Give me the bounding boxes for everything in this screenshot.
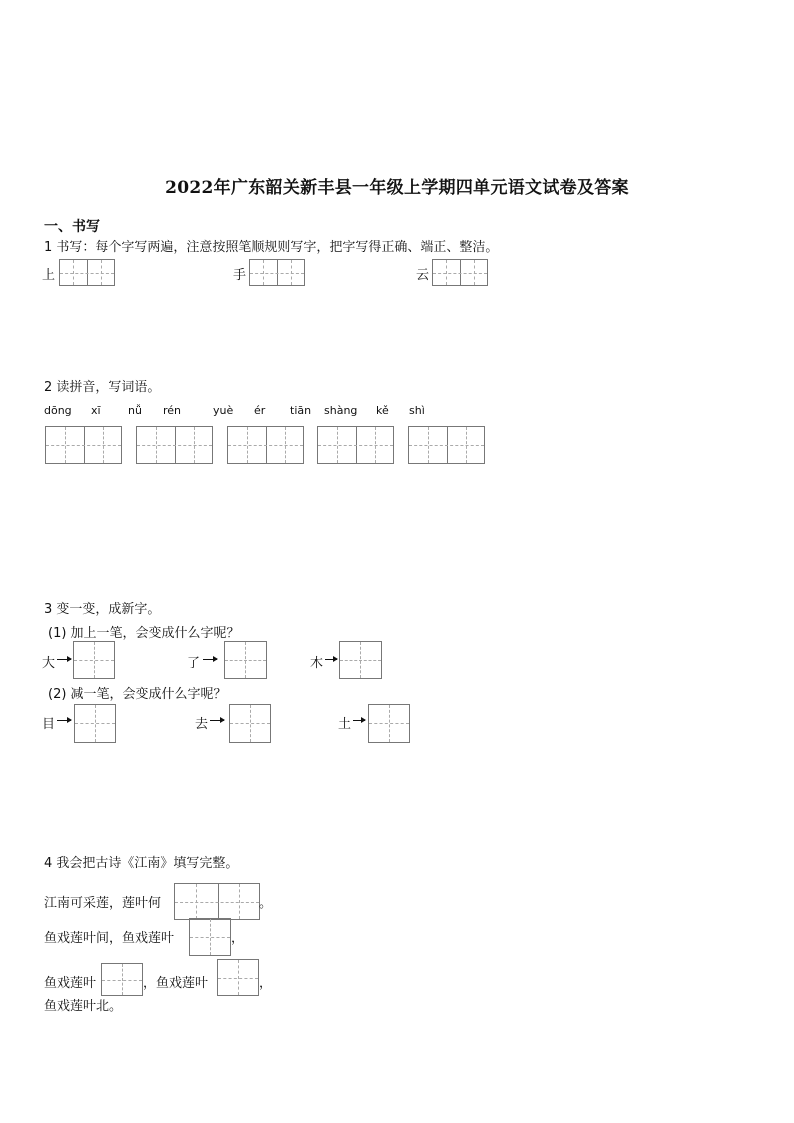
q2-prompt: 2 读拼音，写词语。 [44,380,161,395]
q3-char-da: 大 [42,656,56,671]
q3-char-qu: 去 [195,717,209,732]
q3-char-mu: 木 [310,656,324,671]
arrow-right-icon [203,659,217,660]
poem-line-2: 鱼戏莲叶间，鱼戏莲叶 [44,931,175,946]
q1-char-shou: 手 [233,268,247,283]
pinyin-syllable: tiān [290,404,312,417]
pinyin-syllable: dōng [44,404,72,417]
pinyin-syllable: nǚ [128,404,142,417]
q2-writing-grid[interactable] [408,426,485,464]
q1-writing-grid[interactable] [59,259,115,286]
q1-prompt: 1 书写：每个字写两遍，注意按照笔顺规则写字，把字写得正确、端正、整洁。 [44,240,499,255]
q2-writing-grid[interactable] [45,426,122,464]
arrow-right-icon [353,720,365,721]
pinyin-syllable: ér [254,404,266,417]
q3-answer-grid[interactable] [73,641,115,679]
pinyin-syllable: shàng [324,404,358,417]
q2-writing-grid[interactable] [136,426,213,464]
poem-line-3a: 鱼戏莲叶 [44,976,97,991]
poem-line-2-end: ， [231,931,245,946]
q1-char-shang: 上 [42,268,56,283]
q4-answer-grid[interactable] [217,959,259,996]
arrow-right-icon [210,720,224,721]
q4-answer-grid[interactable] [101,963,143,996]
q4-prompt: 4 我会把古诗《江南》填写完整。 [44,856,239,871]
q3-sub2: (2) 减一笔，会变成什么字呢？ [48,687,227,702]
q3-char-tu: 土 [338,717,352,732]
q1-char-yun: 云 [416,268,430,283]
poem-line-4: 鱼戏莲叶北。 [44,999,123,1014]
pinyin-syllable: xī [91,404,101,417]
q4-answer-grid[interactable] [174,883,260,920]
poem-line-3-end: ， [259,976,273,991]
q3-answer-grid[interactable] [74,704,116,743]
poem-line-3b: ，鱼戏莲叶 [143,976,209,991]
pinyin-syllable: kě [376,404,389,417]
q3-sub1: (1) 加上一笔，会变成什么字呢？ [48,626,240,641]
poem-line-1-end: 。 [259,896,273,911]
q3-char-le: 了 [187,656,201,671]
q3-answer-grid[interactable] [224,641,267,679]
q1-writing-grid[interactable] [249,259,305,286]
q3-answer-grid[interactable] [368,704,410,743]
pinyin-syllable: rén [163,404,182,417]
q3-prompt: 3 变一变，成新字。 [44,602,161,617]
q3-char-mu-eye: 目 [42,717,56,732]
section-heading: 一、书写 [44,219,100,235]
poem-line-1: 江南可采莲，莲叶何 [44,896,162,911]
pinyin-syllable: yuè [213,404,234,417]
arrow-right-icon [325,659,337,660]
q3-answer-grid[interactable] [339,641,382,679]
q4-answer-grid[interactable] [189,918,231,956]
q2-writing-grid[interactable] [317,426,394,464]
arrow-right-icon [57,659,71,660]
arrow-right-icon [57,720,71,721]
q3-answer-grid[interactable] [229,704,271,743]
pinyin-syllable: shì [409,404,425,417]
page-title: 2022年广东韶关新丰县一年级上学期四单元语文试卷及答案 [165,178,629,198]
q2-writing-grid[interactable] [227,426,304,464]
q1-writing-grid[interactable] [432,259,488,286]
